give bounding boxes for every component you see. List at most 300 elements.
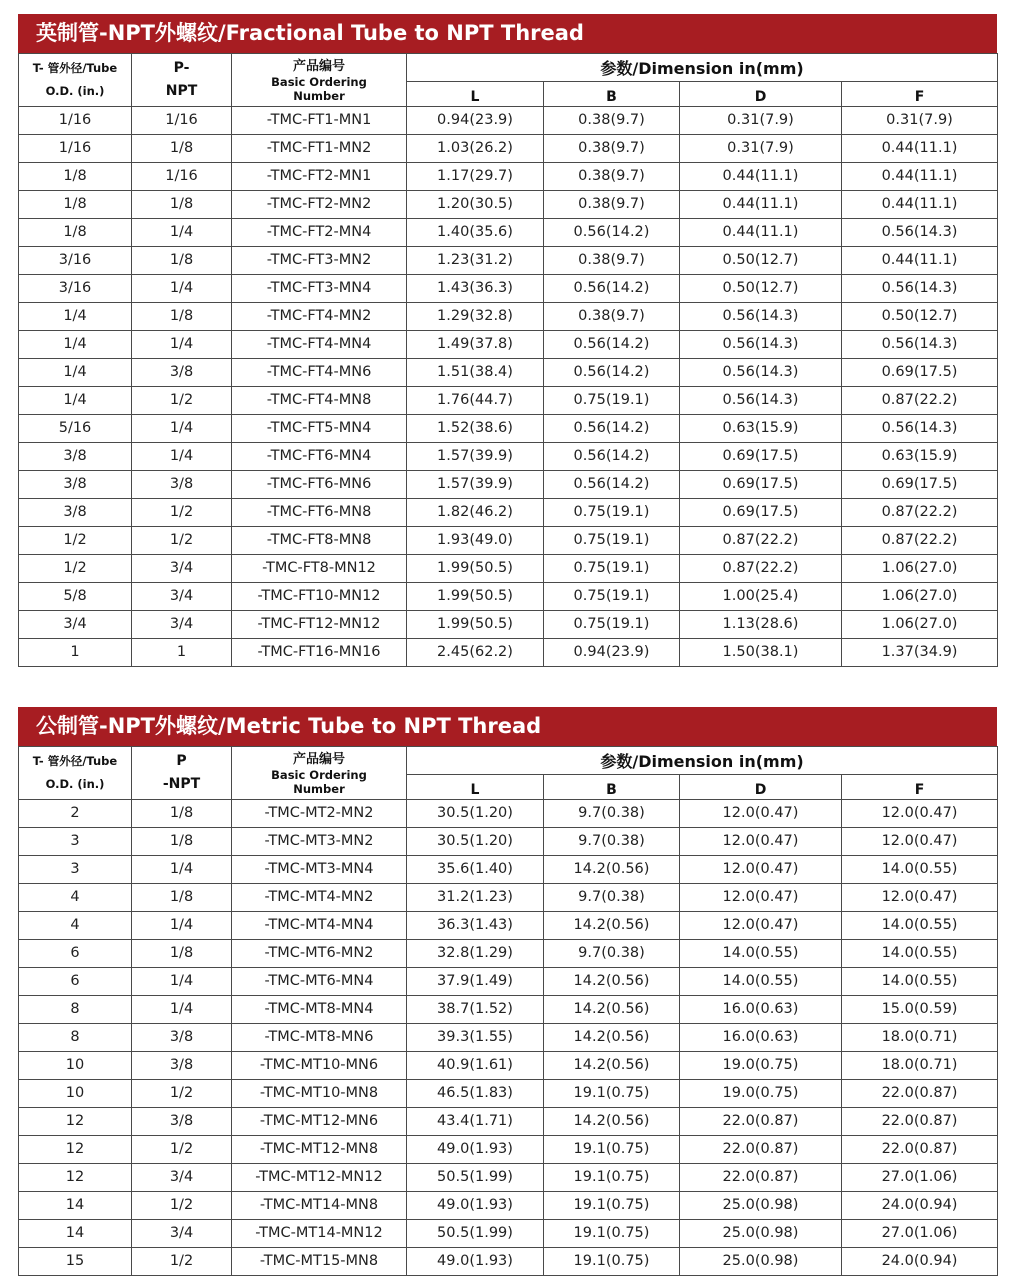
tube-od-cell: 3/8 [19, 499, 132, 527]
table-row [19, 800, 998, 828]
b-cell: 0.38(9.7) [544, 163, 680, 191]
f-cell: 22.0(0.87) [842, 1080, 998, 1108]
tube-od-cell: 5/8 [19, 583, 132, 611]
table-row [19, 527, 998, 555]
f-cell: 15.0(0.59) [842, 996, 998, 1024]
ordering-number-header [232, 54, 407, 107]
l-cell: 49.0(1.93) [407, 1192, 544, 1220]
fractional-tube-section [18, 14, 997, 667]
l-cell: 1.52(38.6) [407, 415, 544, 443]
dimension-header: 参数/Dimension in(mm) [407, 54, 998, 82]
ordering-number-cell: -TMC-FT4-MN6 [232, 359, 407, 387]
f-cell: 22.0(0.87) [842, 1108, 998, 1136]
fractional-table-body [19, 107, 998, 667]
b-cell: 0.56(14.2) [544, 275, 680, 303]
l-cell: 50.5(1.99) [407, 1220, 544, 1248]
table-row [19, 940, 998, 968]
npt-cell: 1/4 [132, 331, 232, 359]
f-cell: 1.37(34.9) [842, 639, 998, 667]
d-cell: 25.0(0.98) [680, 1220, 842, 1248]
npt-cell: 1/8 [132, 303, 232, 331]
b-cell: 19.1(0.75) [544, 1080, 680, 1108]
d-cell: 0.69(17.5) [680, 471, 842, 499]
tube-od-header [19, 54, 132, 107]
table-row [19, 1220, 998, 1248]
f-cell: 0.44(11.1) [842, 163, 998, 191]
d-cell: 0.50(12.7) [680, 275, 842, 303]
ordering-number-cell: -TMC-FT16-MN16 [232, 639, 407, 667]
b-cell: 14.2(0.56) [544, 1108, 680, 1136]
tube-od-cell: 4 [19, 884, 132, 912]
metric-tube-table [18, 746, 998, 1276]
npt-header-line1: P [176, 753, 187, 769]
ordering-number-cell: -TMC-FT10-MN12 [232, 583, 407, 611]
b-cell: 0.75(19.1) [544, 611, 680, 639]
l-cell: 37.9(1.49) [407, 968, 544, 996]
b-cell: 14.2(0.56) [544, 856, 680, 884]
ordering-number-cell: -TMC-MT15-MN8 [232, 1248, 407, 1276]
l-cell: 1.93(49.0) [407, 527, 544, 555]
f-cell: 0.31(7.9) [842, 107, 998, 135]
ordering-number-header-en2: Number [293, 88, 345, 103]
tube-od-cell: 3/16 [19, 275, 132, 303]
tube-od-cell: 1/16 [19, 107, 132, 135]
tube-od-cell: 3/8 [19, 471, 132, 499]
npt-cell: 1/2 [132, 1080, 232, 1108]
f-cell: 14.0(0.55) [842, 856, 998, 884]
table-row [19, 996, 998, 1024]
ordering-number-cell: -TMC-MT12-MN6 [232, 1108, 407, 1136]
tube-od-cell: 12 [19, 1136, 132, 1164]
d-cell: 19.0(0.75) [680, 1052, 842, 1080]
ordering-number-cell: -TMC-MT3-MN2 [232, 828, 407, 856]
npt-cell: 1/8 [132, 800, 232, 828]
col-header-b: B [544, 82, 680, 107]
f-cell: 14.0(0.55) [842, 940, 998, 968]
ordering-number-cell: -TMC-MT6-MN2 [232, 940, 407, 968]
table-row [19, 331, 998, 359]
b-cell: 0.56(14.2) [544, 415, 680, 443]
npt-cell: 1/4 [132, 968, 232, 996]
b-cell: 9.7(0.38) [544, 800, 680, 828]
table-row [19, 856, 998, 884]
ordering-number-cell: -TMC-MT10-MN8 [232, 1080, 407, 1108]
b-cell: 0.38(9.7) [544, 135, 680, 163]
b-cell: 0.75(19.1) [544, 499, 680, 527]
npt-cell: 1/4 [132, 415, 232, 443]
table-row [19, 135, 998, 163]
d-cell: 22.0(0.87) [680, 1108, 842, 1136]
npt-cell: 3/8 [132, 1024, 232, 1052]
b-cell: 0.38(9.7) [544, 303, 680, 331]
ordering-number-header [232, 747, 407, 800]
b-cell: 0.56(14.2) [544, 219, 680, 247]
ordering-number-cell: -TMC-FT5-MN4 [232, 415, 407, 443]
tube-od-cell: 12 [19, 1108, 132, 1136]
l-cell: 39.3(1.55) [407, 1024, 544, 1052]
tube-od-cell: 8 [19, 996, 132, 1024]
l-cell: 49.0(1.93) [407, 1136, 544, 1164]
tube-od-cell: 8 [19, 1024, 132, 1052]
tube-od-cell: 3/16 [19, 247, 132, 275]
b-cell: 14.2(0.56) [544, 912, 680, 940]
d-cell: 22.0(0.87) [680, 1136, 842, 1164]
f-cell: 0.56(14.3) [842, 331, 998, 359]
d-cell: 0.44(11.1) [680, 191, 842, 219]
table-row [19, 247, 998, 275]
l-cell: 36.3(1.43) [407, 912, 544, 940]
f-cell: 0.87(22.2) [842, 387, 998, 415]
b-cell: 0.75(19.1) [544, 387, 680, 415]
npt-header [132, 747, 232, 800]
f-cell: 0.44(11.1) [842, 247, 998, 275]
npt-cell: 1/8 [132, 191, 232, 219]
ordering-number-cell: -TMC-MT4-MN4 [232, 912, 407, 940]
tube-od-cell: 3 [19, 856, 132, 884]
f-cell: 12.0(0.47) [842, 800, 998, 828]
d-cell: 0.87(22.2) [680, 555, 842, 583]
l-cell: 0.94(23.9) [407, 107, 544, 135]
table-row [19, 1024, 998, 1052]
npt-cell: 1/4 [132, 275, 232, 303]
tube-od-cell: 4 [19, 912, 132, 940]
npt-cell: 1/2 [132, 1136, 232, 1164]
npt-cell: 3/4 [132, 555, 232, 583]
tube-od-cell: 1/2 [19, 527, 132, 555]
b-cell: 0.56(14.2) [544, 443, 680, 471]
d-cell: 0.87(22.2) [680, 527, 842, 555]
b-cell: 14.2(0.56) [544, 968, 680, 996]
f-cell: 0.87(22.2) [842, 527, 998, 555]
b-cell: 0.38(9.7) [544, 107, 680, 135]
col-header-f: F [842, 775, 998, 800]
l-cell: 1.57(39.9) [407, 443, 544, 471]
tube-od-cell: 1/8 [19, 191, 132, 219]
l-cell: 30.5(1.20) [407, 800, 544, 828]
d-cell: 0.50(12.7) [680, 247, 842, 275]
table-row [19, 1164, 998, 1192]
f-cell: 18.0(0.71) [842, 1024, 998, 1052]
d-cell: 12.0(0.47) [680, 800, 842, 828]
ordering-number-header-cn: 产品编号 [292, 751, 345, 767]
d-cell: 14.0(0.55) [680, 940, 842, 968]
tube-od-cell: 1/16 [19, 135, 132, 163]
npt-cell: 3/8 [132, 359, 232, 387]
npt-cell: 1/8 [132, 828, 232, 856]
d-cell: 0.56(14.3) [680, 359, 842, 387]
ordering-number-cell: -TMC-FT3-MN4 [232, 275, 407, 303]
l-cell: 35.6(1.40) [407, 856, 544, 884]
ordering-number-cell: -TMC-MT3-MN4 [232, 856, 407, 884]
f-cell: 22.0(0.87) [842, 1136, 998, 1164]
f-cell: 24.0(0.94) [842, 1192, 998, 1220]
table-row [19, 1136, 998, 1164]
tube-od-cell: 6 [19, 968, 132, 996]
b-cell: 19.1(0.75) [544, 1192, 680, 1220]
table-row [19, 387, 998, 415]
l-cell: 1.76(44.7) [407, 387, 544, 415]
d-cell: 1.00(25.4) [680, 583, 842, 611]
d-cell: 0.69(17.5) [680, 499, 842, 527]
f-cell: 27.0(1.06) [842, 1220, 998, 1248]
npt-cell: 3/4 [132, 1220, 232, 1248]
f-cell: 0.56(14.3) [842, 275, 998, 303]
ordering-number-cell: -TMC-FT8-MN12 [232, 555, 407, 583]
d-cell: 22.0(0.87) [680, 1164, 842, 1192]
d-cell: 0.31(7.9) [680, 135, 842, 163]
l-cell: 1.43(36.3) [407, 275, 544, 303]
l-cell: 30.5(1.20) [407, 828, 544, 856]
table-row [19, 303, 998, 331]
ordering-number-cell: -TMC-FT8-MN8 [232, 527, 407, 555]
tube-od-header-line2: O.D. (in.) [45, 777, 105, 791]
table-row [19, 359, 998, 387]
table-row [19, 639, 998, 667]
d-cell: 0.44(11.1) [680, 163, 842, 191]
f-cell: 12.0(0.47) [842, 884, 998, 912]
f-cell: 0.63(15.9) [842, 443, 998, 471]
fractional-tube-table [18, 53, 998, 667]
ordering-number-cell: -TMC-MT8-MN6 [232, 1024, 407, 1052]
d-cell: 0.69(17.5) [680, 443, 842, 471]
f-cell: 0.56(14.3) [842, 415, 998, 443]
npt-cell: 1/2 [132, 1192, 232, 1220]
b-cell: 19.1(0.75) [544, 1248, 680, 1276]
l-cell: 1.29(32.8) [407, 303, 544, 331]
tube-od-cell: 1/2 [19, 555, 132, 583]
npt-cell: 1/8 [132, 247, 232, 275]
table-row [19, 968, 998, 996]
d-cell: 0.56(14.3) [680, 331, 842, 359]
d-cell: 1.50(38.1) [680, 639, 842, 667]
ordering-number-cell: -TMC-FT1-MN1 [232, 107, 407, 135]
npt-header-line2: -NPT [162, 776, 201, 792]
npt-cell: 3/4 [132, 583, 232, 611]
l-cell: 1.17(29.7) [407, 163, 544, 191]
npt-cell: 1/4 [132, 856, 232, 884]
table-row [19, 611, 998, 639]
col-header-l: L [407, 775, 544, 800]
tube-od-cell: 3 [19, 828, 132, 856]
tube-od-cell: 1/4 [19, 387, 132, 415]
npt-cell: 1/8 [132, 135, 232, 163]
b-cell: 0.56(14.2) [544, 471, 680, 499]
npt-cell: 1/4 [132, 912, 232, 940]
ordering-number-cell: -TMC-FT3-MN2 [232, 247, 407, 275]
ordering-number-cell: -TMC-MT14-MN12 [232, 1220, 407, 1248]
d-cell: 1.13(28.6) [680, 611, 842, 639]
f-cell: 1.06(27.0) [842, 583, 998, 611]
table-row [19, 219, 998, 247]
npt-cell: 1/16 [132, 163, 232, 191]
tube-od-cell: 1 [19, 639, 132, 667]
f-cell: 14.0(0.55) [842, 968, 998, 996]
ordering-number-cell: -TMC-MT2-MN2 [232, 800, 407, 828]
col-header-f: F [842, 82, 998, 107]
table-row [19, 1108, 998, 1136]
b-cell: 9.7(0.38) [544, 940, 680, 968]
l-cell: 1.99(50.5) [407, 583, 544, 611]
npt-cell: 1/8 [132, 884, 232, 912]
l-cell: 1.82(46.2) [407, 499, 544, 527]
d-cell: 0.44(11.1) [680, 219, 842, 247]
tube-od-cell: 1/8 [19, 219, 132, 247]
f-cell: 0.69(17.5) [842, 471, 998, 499]
table-row [19, 1052, 998, 1080]
npt-cell: 1/4 [132, 443, 232, 471]
l-cell: 46.5(1.83) [407, 1080, 544, 1108]
ordering-number-cell: -TMC-FT4-MN2 [232, 303, 407, 331]
npt-header [132, 54, 232, 107]
ordering-number-cell: -TMC-FT1-MN2 [232, 135, 407, 163]
d-cell: 12.0(0.47) [680, 856, 842, 884]
l-cell: 1.03(26.2) [407, 135, 544, 163]
npt-cell: 1/16 [132, 107, 232, 135]
l-cell: 1.57(39.9) [407, 471, 544, 499]
ordering-number-cell: -TMC-FT4-MN8 [232, 387, 407, 415]
tube-od-cell: 2 [19, 800, 132, 828]
d-cell: 19.0(0.75) [680, 1080, 842, 1108]
table-row [19, 912, 998, 940]
npt-cell: 1/2 [132, 499, 232, 527]
npt-cell: 1/2 [132, 1248, 232, 1276]
f-cell: 24.0(0.94) [842, 1248, 998, 1276]
table-row [19, 275, 998, 303]
tube-od-header-line2: O.D. (in.) [45, 84, 105, 98]
table-row [19, 884, 998, 912]
l-cell: 2.45(62.2) [407, 639, 544, 667]
col-header-b: B [544, 775, 680, 800]
b-cell: 0.56(14.2) [544, 359, 680, 387]
ordering-number-header-en2: Number [293, 781, 345, 796]
ordering-number-cell: -TMC-FT2-MN2 [232, 191, 407, 219]
f-cell: 0.56(14.3) [842, 219, 998, 247]
npt-cell: 3/8 [132, 1052, 232, 1080]
tube-od-cell: 3/8 [19, 443, 132, 471]
col-header-d: D [680, 775, 842, 800]
tube-od-cell: 10 [19, 1080, 132, 1108]
table-row [19, 443, 998, 471]
f-cell: 0.44(11.1) [842, 191, 998, 219]
f-cell: 27.0(1.06) [842, 1164, 998, 1192]
npt-header-line2: NPT [165, 83, 198, 99]
l-cell: 1.51(38.4) [407, 359, 544, 387]
b-cell: 14.2(0.56) [544, 1052, 680, 1080]
ordering-number-header-en1: Basic Ordering [271, 74, 367, 89]
tube-od-cell: 14 [19, 1220, 132, 1248]
d-cell: 12.0(0.47) [680, 884, 842, 912]
tube-od-cell: 1/4 [19, 359, 132, 387]
l-cell: 1.40(35.6) [407, 219, 544, 247]
f-cell: 12.0(0.47) [842, 828, 998, 856]
f-cell: 0.44(11.1) [842, 135, 998, 163]
tube-od-cell: 15 [19, 1248, 132, 1276]
tube-od-cell: 5/16 [19, 415, 132, 443]
tube-od-cell: 1/8 [19, 163, 132, 191]
tube-od-cell: 1/4 [19, 331, 132, 359]
table-row [19, 471, 998, 499]
table-row [19, 1248, 998, 1276]
npt-cell: 3/8 [132, 1108, 232, 1136]
b-cell: 0.38(9.7) [544, 191, 680, 219]
ordering-number-cell: -TMC-FT6-MN4 [232, 443, 407, 471]
ordering-number-cell: -TMC-MT6-MN4 [232, 968, 407, 996]
ordering-number-cell: -TMC-FT6-MN8 [232, 499, 407, 527]
b-cell: 0.75(19.1) [544, 555, 680, 583]
ordering-number-cell: -TMC-MT4-MN2 [232, 884, 407, 912]
d-cell: 16.0(0.63) [680, 1024, 842, 1052]
col-header-d: D [680, 82, 842, 107]
l-cell: 49.0(1.93) [407, 1248, 544, 1276]
npt-cell: 1/4 [132, 219, 232, 247]
ordering-number-header-en1: Basic Ordering [271, 767, 367, 782]
npt-cell: 3/4 [132, 1164, 232, 1192]
f-cell: 18.0(0.71) [842, 1052, 998, 1080]
b-cell: 9.7(0.38) [544, 884, 680, 912]
npt-cell: 1/2 [132, 387, 232, 415]
l-cell: 38.7(1.52) [407, 996, 544, 1024]
tube-od-header-line1: T- 管外径/Tube [32, 61, 118, 75]
npt-cell: 1 [132, 639, 232, 667]
b-cell: 19.1(0.75) [544, 1136, 680, 1164]
metric-table-body [19, 800, 998, 1276]
l-cell: 32.8(1.29) [407, 940, 544, 968]
ordering-number-cell: -TMC-FT4-MN4 [232, 331, 407, 359]
d-cell: 0.63(15.9) [680, 415, 842, 443]
tube-od-header [19, 747, 132, 800]
b-cell: 9.7(0.38) [544, 828, 680, 856]
table-row [19, 163, 998, 191]
ordering-number-cell: -TMC-FT2-MN4 [232, 219, 407, 247]
l-cell: 1.99(50.5) [407, 555, 544, 583]
table-row [19, 583, 998, 611]
ordering-number-cell: -TMC-MT14-MN8 [232, 1192, 407, 1220]
npt-cell: 3/8 [132, 471, 232, 499]
l-cell: 1.23(31.2) [407, 247, 544, 275]
table-row [19, 107, 998, 135]
tube-od-cell: 6 [19, 940, 132, 968]
b-cell: 0.56(14.2) [544, 331, 680, 359]
ordering-number-cell: -TMC-FT12-MN12 [232, 611, 407, 639]
b-cell: 0.38(9.7) [544, 247, 680, 275]
col-header-l: L [407, 82, 544, 107]
d-cell: 14.0(0.55) [680, 968, 842, 996]
d-cell: 12.0(0.47) [680, 912, 842, 940]
tube-od-cell: 3/4 [19, 611, 132, 639]
d-cell: 25.0(0.98) [680, 1192, 842, 1220]
tube-od-cell: 1/4 [19, 303, 132, 331]
tube-od-cell: 14 [19, 1192, 132, 1220]
ordering-number-header-cn: 产品编号 [292, 58, 345, 74]
metric-tube-section [18, 707, 997, 1276]
ordering-number-cell: -TMC-MT12-MN8 [232, 1136, 407, 1164]
ordering-number-cell: -TMC-FT6-MN6 [232, 471, 407, 499]
tube-od-cell: 10 [19, 1052, 132, 1080]
l-cell: 1.99(50.5) [407, 611, 544, 639]
b-cell: 0.94(23.9) [544, 639, 680, 667]
b-cell: 19.1(0.75) [544, 1164, 680, 1192]
l-cell: 50.5(1.99) [407, 1164, 544, 1192]
f-cell: 0.87(22.2) [842, 499, 998, 527]
tube-od-header-line1: T- 管外径/Tube [32, 754, 118, 768]
ordering-number-cell: -TMC-MT8-MN4 [232, 996, 407, 1024]
l-cell: 43.4(1.71) [407, 1108, 544, 1136]
npt-cell: 3/4 [132, 611, 232, 639]
tube-od-cell: 12 [19, 1164, 132, 1192]
l-cell: 1.49(37.8) [407, 331, 544, 359]
d-cell: 25.0(0.98) [680, 1248, 842, 1276]
l-cell: 1.20(30.5) [407, 191, 544, 219]
